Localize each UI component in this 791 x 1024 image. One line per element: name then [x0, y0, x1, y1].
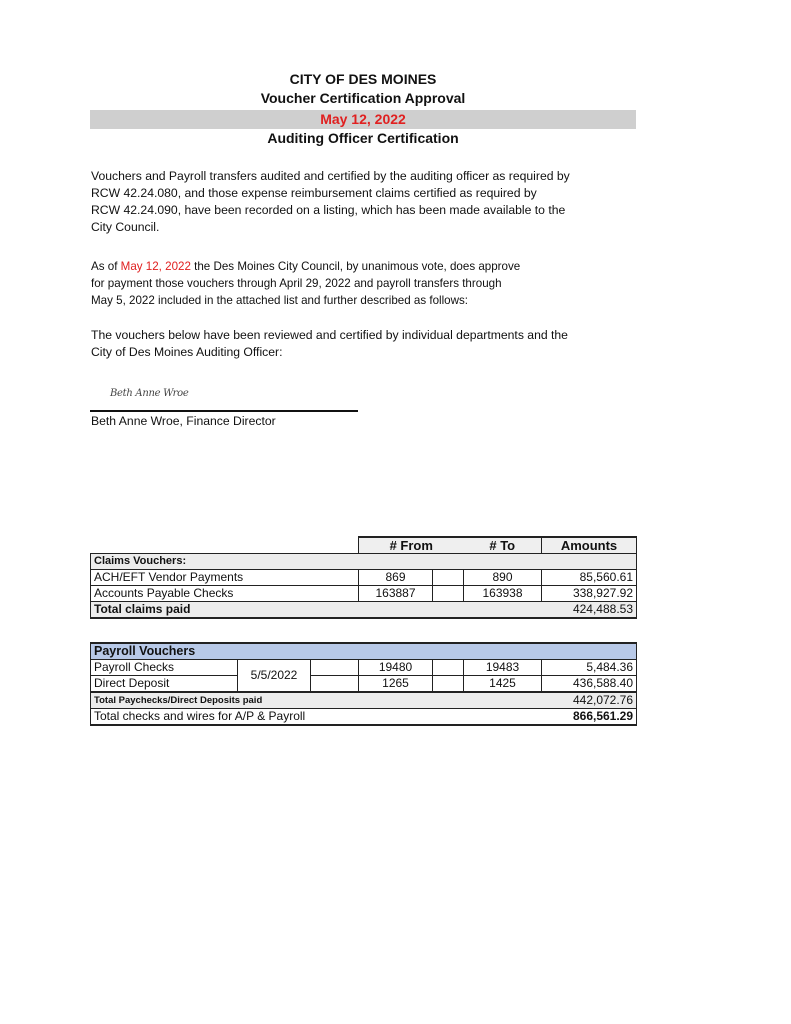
header-spacer [91, 537, 359, 554]
signer-name-title: Beth Anne Wroe, Finance Director [91, 414, 276, 428]
subtotal-row [91, 692, 637, 709]
section-label: Claims Vouchers: [91, 554, 637, 570]
subtotal-label: Total Paychecks/Direct Deposits paid [91, 692, 542, 709]
row-label: ACH/EFT Vendor Payments [91, 570, 359, 586]
text-fragment: the Des Moines City Council, by unanimous vote, does approve [190, 260, 521, 273]
text-line: RCW 42.24.090, have been recorded on a listing, which has been made available to the [91, 203, 566, 217]
table-row [91, 660, 637, 676]
to-number: 890 [464, 570, 542, 586]
subtotal-amount: 442,072.76 [542, 692, 637, 709]
text-line: for payment those vouchers through April 29, 2022 and payroll transfers through [91, 277, 502, 290]
amount: 5,484.36 [542, 660, 637, 676]
claims-vouchers-table [90, 536, 637, 619]
document-title: Voucher Certification Approval [260, 90, 466, 106]
text-line: RCW 42.24.080, and those expense reimbursement claims certified as required by [91, 186, 537, 200]
section-row [91, 554, 637, 570]
section-row [91, 643, 637, 660]
row-label: Direct Deposit [91, 676, 238, 693]
row-label: Accounts Payable Checks [91, 586, 359, 602]
to-number: 1425 [464, 676, 542, 693]
amount: 436,588.40 [542, 676, 637, 693]
grand-total-amount: 866,561.29 [542, 709, 637, 726]
payroll-vouchers-table [90, 642, 637, 726]
blank-cell [311, 660, 359, 676]
table-row [91, 570, 637, 586]
text-line: City Council. [91, 220, 160, 234]
signature-line [90, 410, 358, 412]
grand-total-label: Total checks and wires for A/P & Payroll [91, 709, 542, 726]
text-line: Vouchers and Payroll transfers audited and certified by the auditing officer as required by [91, 169, 570, 183]
total-row [91, 602, 637, 619]
total-amount: 424,488.53 [542, 602, 637, 619]
table-row [91, 676, 637, 693]
from-number: 19480 [359, 660, 433, 676]
from-number: 869 [359, 570, 433, 586]
table-row [91, 586, 637, 602]
blank-cell [433, 586, 464, 602]
city-name: CITY OF DES MOINES [289, 71, 437, 87]
to-number: 19483 [464, 660, 542, 676]
text-line: City of Des Moines Auditing Officer: [91, 345, 283, 359]
blank-cell [433, 660, 464, 676]
column-header-to: # To [464, 537, 542, 554]
amount: 85,560.61 [542, 570, 637, 586]
from-number: 1265 [359, 676, 433, 693]
from-number: 163887 [359, 586, 433, 602]
approval-date-inline: May 12, 2022 [120, 260, 191, 273]
text-line [91, 258, 636, 275]
approval-paragraph [91, 258, 636, 309]
text-line: May 5, 2022 included in the attached list and further described as follows: [91, 294, 469, 307]
blank-cell [311, 676, 359, 693]
total-label: Total claims paid [91, 602, 542, 619]
blank-cell [433, 676, 464, 693]
review-paragraph [91, 327, 636, 361]
text-line: The vouchers below have been reviewed and certified by individual departments and the [91, 328, 568, 342]
column-header-amounts: Amounts [542, 537, 637, 554]
row-label: Payroll Checks [91, 660, 238, 676]
blank-cell [433, 570, 464, 586]
document-subtitle: Auditing Officer Certification [267, 130, 459, 146]
approval-date-band: May 12, 2022 [90, 110, 636, 129]
amount: 338,927.92 [542, 586, 637, 602]
section-label: Payroll Vouchers [91, 643, 637, 660]
certification-paragraph [91, 168, 636, 236]
to-number: 163938 [464, 586, 542, 602]
signature-image: Beth Anne Wroe [110, 388, 189, 399]
column-header-from: # From [359, 537, 464, 554]
text-fragment: As of [91, 260, 121, 273]
table-header-row [91, 537, 637, 554]
grand-total-row [91, 709, 637, 726]
payroll-date: 5/5/2022 [238, 660, 311, 693]
